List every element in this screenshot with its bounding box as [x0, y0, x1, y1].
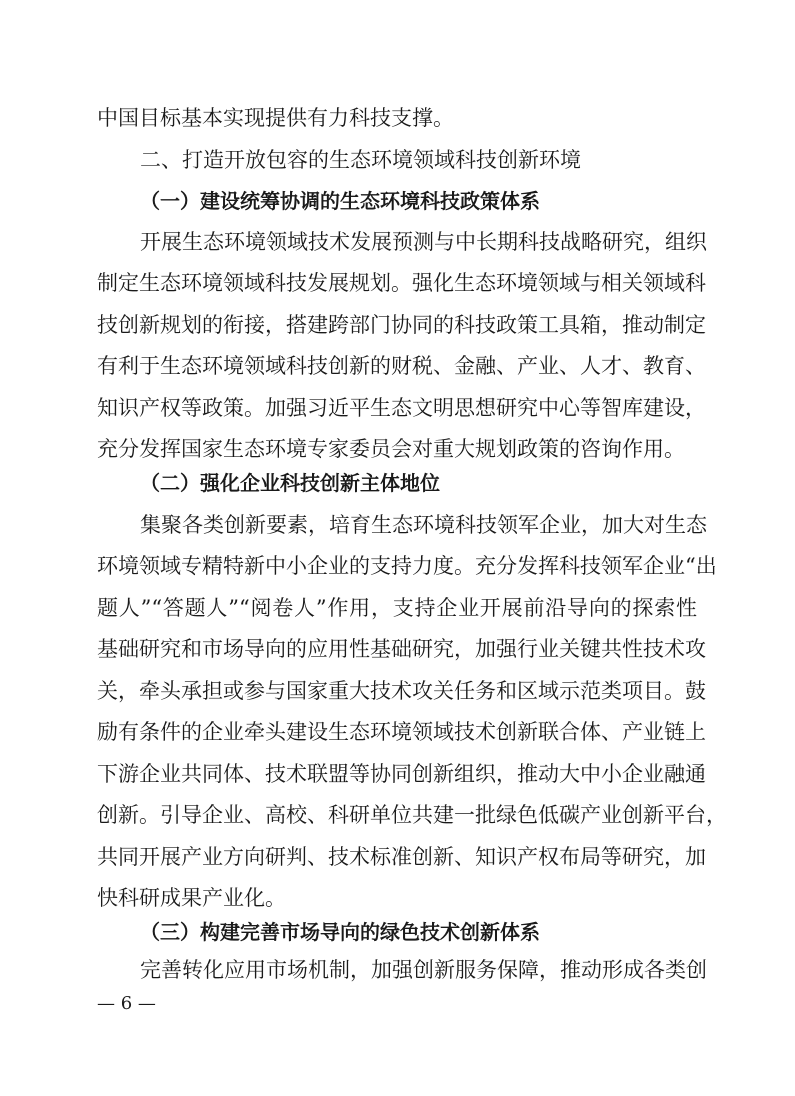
paragraph-2-line: 关，牵头承担或参与国家重大技术攻关任务和区域示范类项目。鼓 — [97, 679, 706, 703]
paragraph-1-line: 知识产权等政策。加强习近平生态文明思想研究中心等智库建设， — [97, 396, 706, 420]
paragraph-2-line: 基础研究和市场导向的应用性基础研究，加强行业关键共性技术攻 — [97, 637, 706, 661]
paragraph-2-line: 快科研成果产业化。 — [97, 886, 286, 910]
paragraph-2-line: 集聚各类创新要素，培育生态环境科技领军企业，加大对生态 — [140, 513, 707, 537]
paragraph-2-line: 题人”“答题人”“阅卷人”作用，支持企业开展前沿导向的探索性 — [97, 596, 697, 620]
subsection-title-1: （一）建设统筹协调的生态环境科技政策体系 — [140, 189, 540, 213]
paragraph-3-line: 完善转化应用市场机制，加强创新服务保障，推动形成各类创 — [140, 958, 707, 982]
paragraph-2-line: 环境领域专精特新中小企业的支持力度。充分发挥科技领军企业“出 — [97, 554, 717, 578]
paragraph-2-line: 创新。引导企业、高校、科研单位共建一批绿色低碳产业创新平台， — [97, 803, 727, 827]
paragraph-1-line: 开展生态环境领域技术发展预测与中长期科技战略研究，组织 — [140, 230, 707, 254]
paragraph-1-line: 技创新规划的衔接，搭建跨部门协同的科技政策工具箱，推动制定 — [97, 313, 706, 337]
subsection-title-3: （三）构建完善市场导向的绿色技术创新体系 — [140, 920, 540, 944]
intro-line: 中国目标基本实现提供有力科技支撑。 — [97, 106, 454, 130]
paragraph-1-line: 充分发挥国家生态环境专家委员会对重大规划政策的咨询作用。 — [97, 437, 685, 461]
paragraph-2-line: 共同开展产业方向研判、技术标准创新、知识产权布局等研究，加 — [97, 845, 706, 869]
section-title: 二、打造开放包容的生态环境领域科技创新环境 — [140, 148, 581, 172]
paragraph-2-line: 下游企业共同体、技术联盟等协同创新组织，推动大中小企业融通 — [97, 762, 706, 786]
paragraph-1-line: 有利于生态环境领域科技创新的财税、金融、产业、人才、教育、 — [97, 354, 706, 378]
page-number: — 6 — — [97, 993, 156, 1014]
paragraph-1-line: 制定生态环境领域科技发展规划。强化生态环境领域与相关领域科 — [97, 271, 706, 295]
paragraph-2-line: 励有条件的企业牵头建设生态环境领域技术创新联合体、产业链上 — [97, 720, 706, 744]
subsection-title-2: （二）强化企业科技创新主体地位 — [140, 471, 440, 495]
